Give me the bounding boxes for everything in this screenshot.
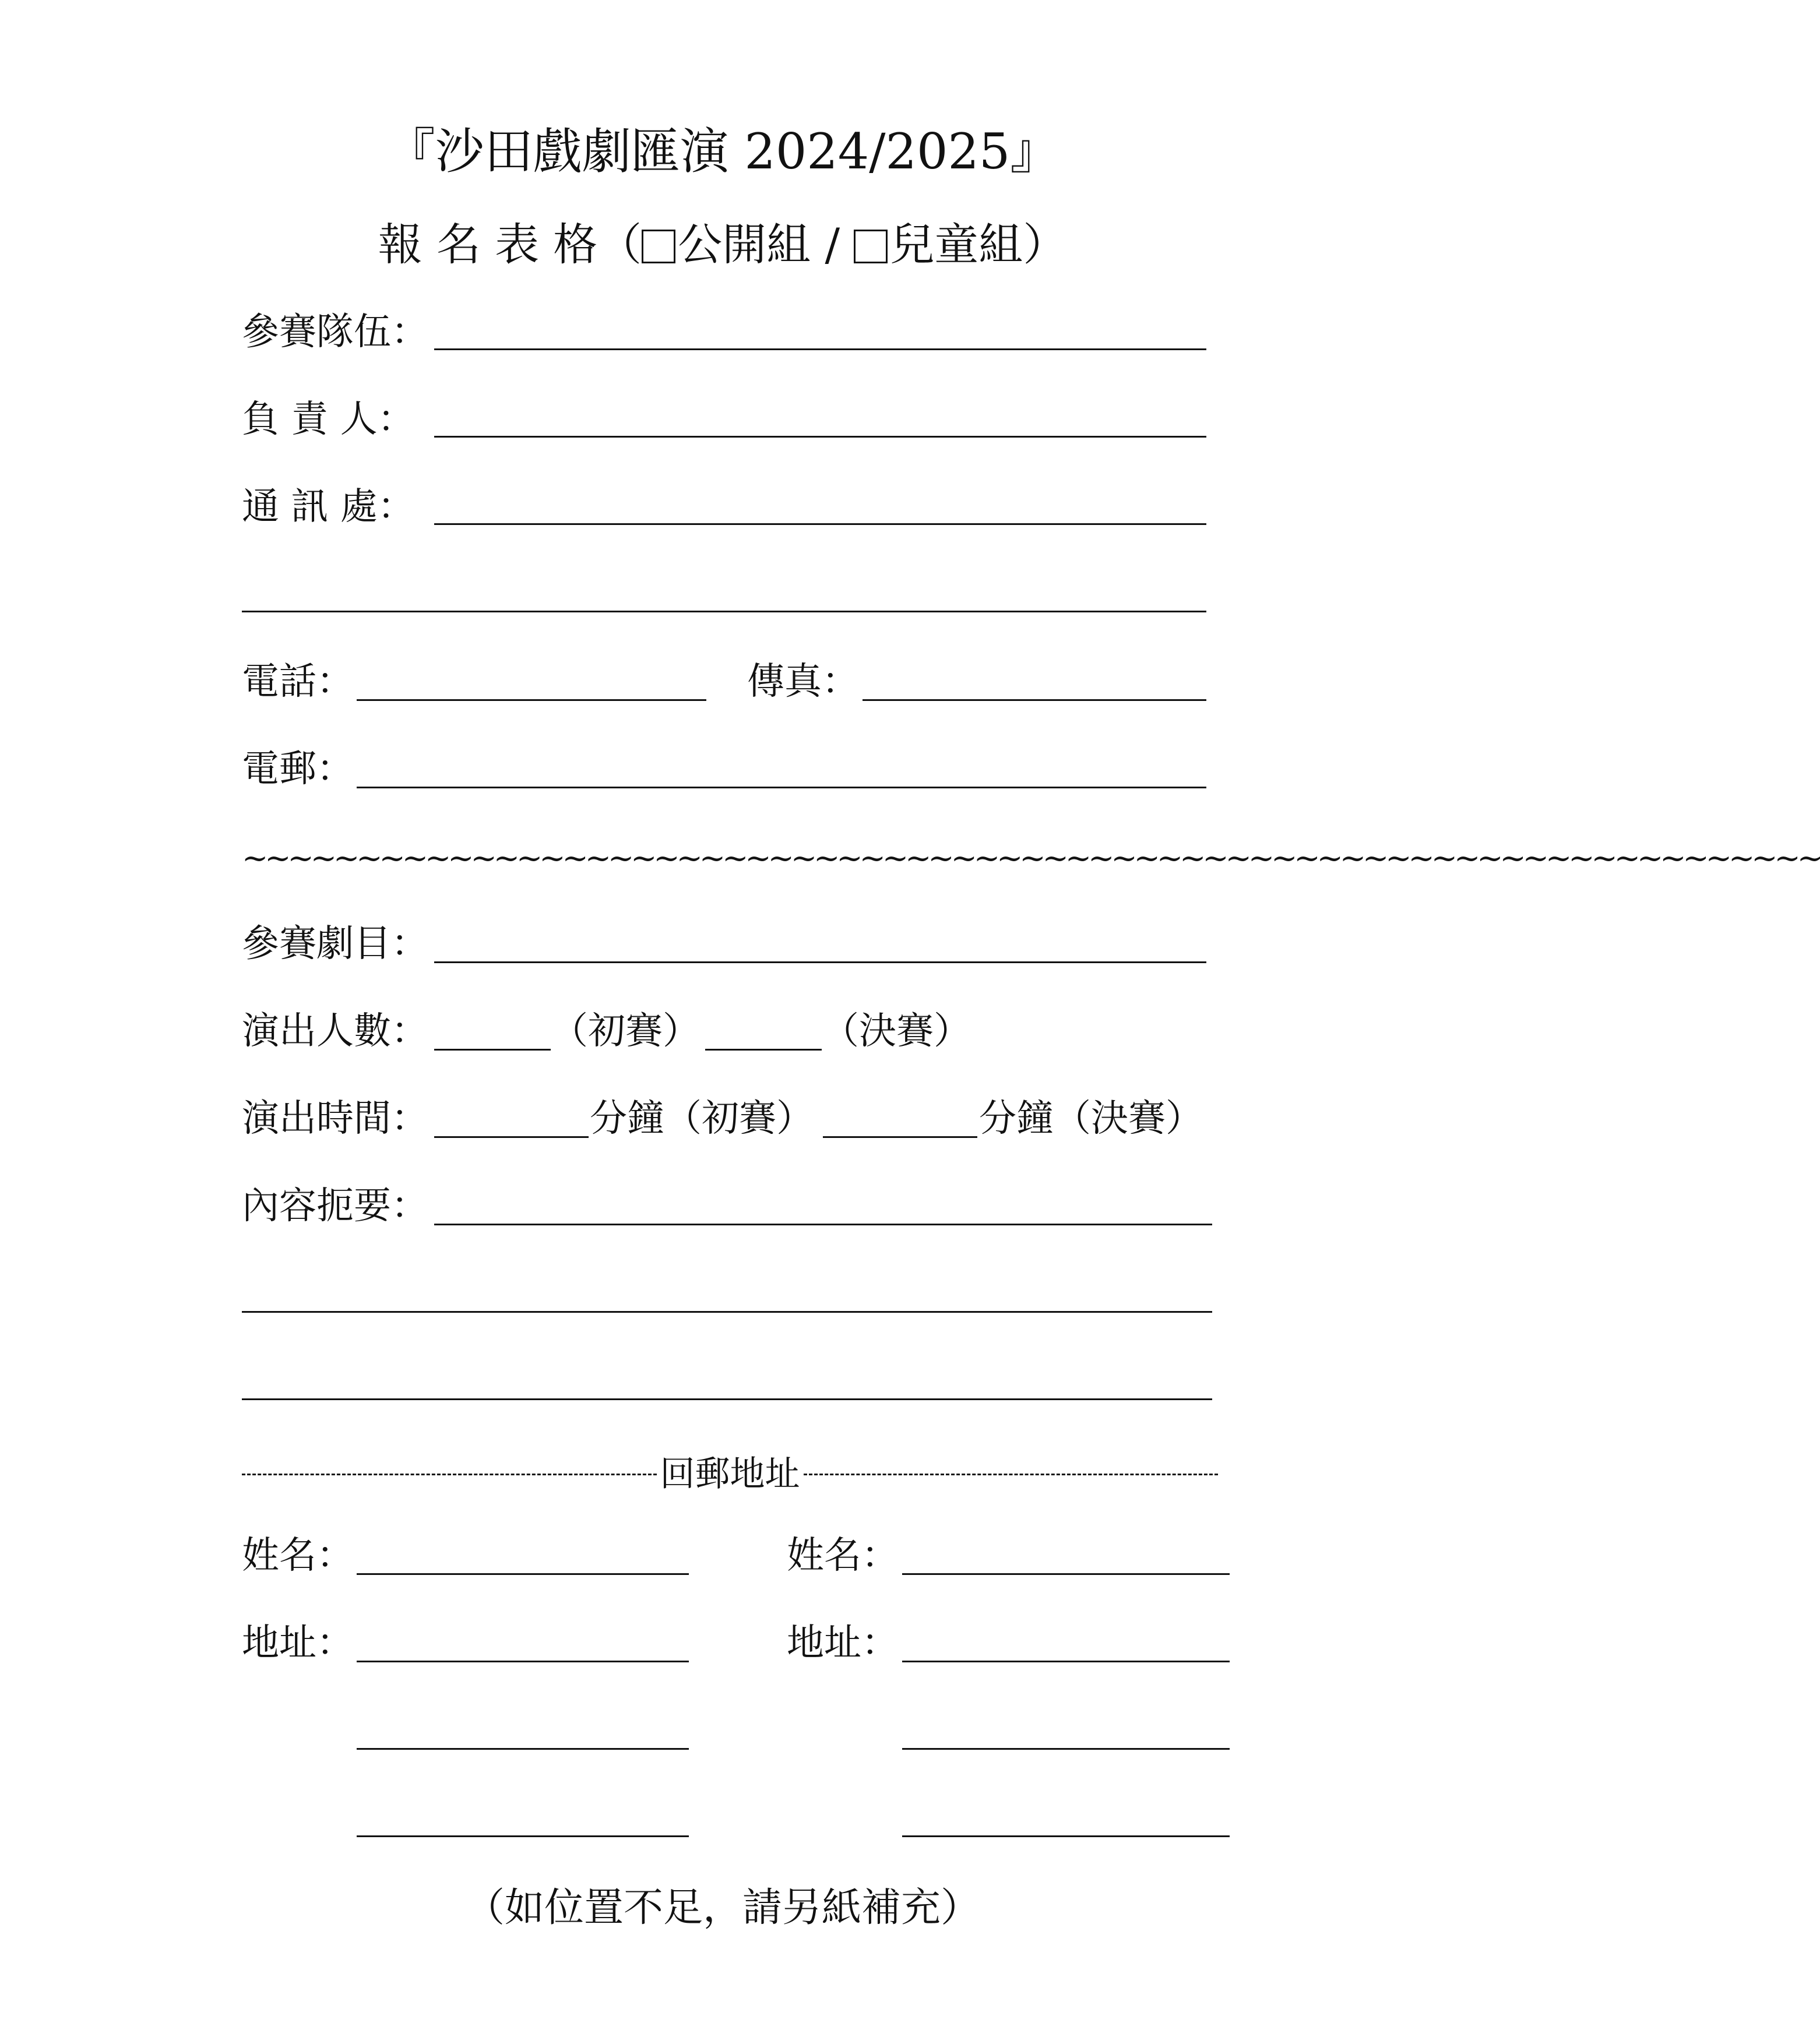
subtitle-prefix: 報 名 表 格（ — [378, 219, 642, 270]
cast-count-prelim-field[interactable] — [434, 1049, 551, 1051]
form-subtitle — [0, 216, 1445, 274]
synopsis-field-1[interactable] — [434, 1224, 1212, 1225]
children-group-label: 兒童組 — [890, 219, 1023, 270]
duration-prelim-field[interactable] — [434, 1136, 589, 1138]
return-address-field-left-2[interactable] — [357, 1748, 689, 1750]
play-title-label: 參賽劇目： — [242, 922, 428, 965]
email-field[interactable] — [357, 787, 1206, 788]
return-address-field-left-3[interactable] — [357, 1835, 689, 1837]
form-title: 『沙田戲劇匯演 2024/2025』 — [386, 123, 1059, 180]
cast-count-final-field[interactable] — [705, 1049, 822, 1051]
team-label: 參賽隊伍： — [242, 311, 428, 354]
return-address-field-left-1[interactable] — [357, 1661, 689, 1662]
correspondence-address-label: 通 訊 處： — [242, 485, 415, 528]
return-name-field-right[interactable] — [902, 1573, 1230, 1575]
return-name-field-left[interactable] — [357, 1573, 689, 1575]
team-field[interactable] — [434, 348, 1206, 350]
children-group-checkbox[interactable] — [854, 230, 888, 263]
footer-note: （如位置不足，請另紙補充） — [464, 1885, 980, 1931]
return-address-label-right: 地址： — [787, 1622, 899, 1665]
subtitle-suffix: ） — [1023, 219, 1068, 270]
public-group-checkbox[interactable] — [642, 230, 675, 263]
tilde-divider: ~~~~~~~~~~~~~~~~~~~~~~~~~~~~~~~~~~~~~~~~~~~~~~~~~~~~~~~~~~~~~~~~~~~~~ — [242, 840, 1820, 876]
phone-field[interactable] — [357, 699, 706, 701]
phone-label: 電話： — [242, 660, 354, 703]
return-address-label-left: 地址： — [242, 1622, 354, 1665]
correspondence-address-field-1[interactable] — [434, 523, 1206, 525]
fax-label: 傳真： — [747, 660, 859, 703]
duration-final-label: 分鐘（決賽） — [979, 1097, 1203, 1140]
email-label: 電郵： — [242, 748, 354, 791]
correspondence-address-field-2[interactable] — [242, 611, 1206, 612]
duration-final-field[interactable] — [823, 1136, 977, 1138]
separator-dash-right — [804, 1474, 1219, 1475]
cast-count-label: 演出人數： — [242, 1010, 428, 1053]
group-divider: / — [811, 219, 854, 270]
public-group-label: 公開組 — [678, 219, 811, 270]
synopsis-field-3[interactable] — [242, 1398, 1212, 1400]
fax-field[interactable] — [863, 699, 1206, 701]
return-name-label-right: 姓名： — [787, 1534, 899, 1577]
synopsis-field-2[interactable] — [242, 1311, 1212, 1313]
cast-count-final-label: （決賽） — [822, 1010, 971, 1053]
duration-prelim-label: 分鐘（初賽） — [590, 1097, 814, 1140]
return-address-heading: 回郵地址 — [660, 1454, 800, 1495]
cast-count-prelim-label: （初賽） — [551, 1010, 700, 1053]
return-address-field-right-2[interactable] — [902, 1748, 1230, 1750]
return-address-field-right-3[interactable] — [902, 1835, 1230, 1837]
synopsis-label: 內容扼要： — [242, 1185, 428, 1228]
return-address-field-right-1[interactable] — [902, 1661, 1230, 1662]
return-name-label-left: 姓名： — [242, 1534, 354, 1577]
return-address-separator — [242, 1451, 1218, 1497]
person-in-charge-label: 負 責 人： — [242, 398, 415, 441]
person-in-charge-field[interactable] — [434, 436, 1206, 438]
separator-dash-left — [242, 1474, 657, 1475]
duration-label: 演出時間： — [242, 1097, 428, 1140]
play-title-field[interactable] — [434, 961, 1206, 963]
